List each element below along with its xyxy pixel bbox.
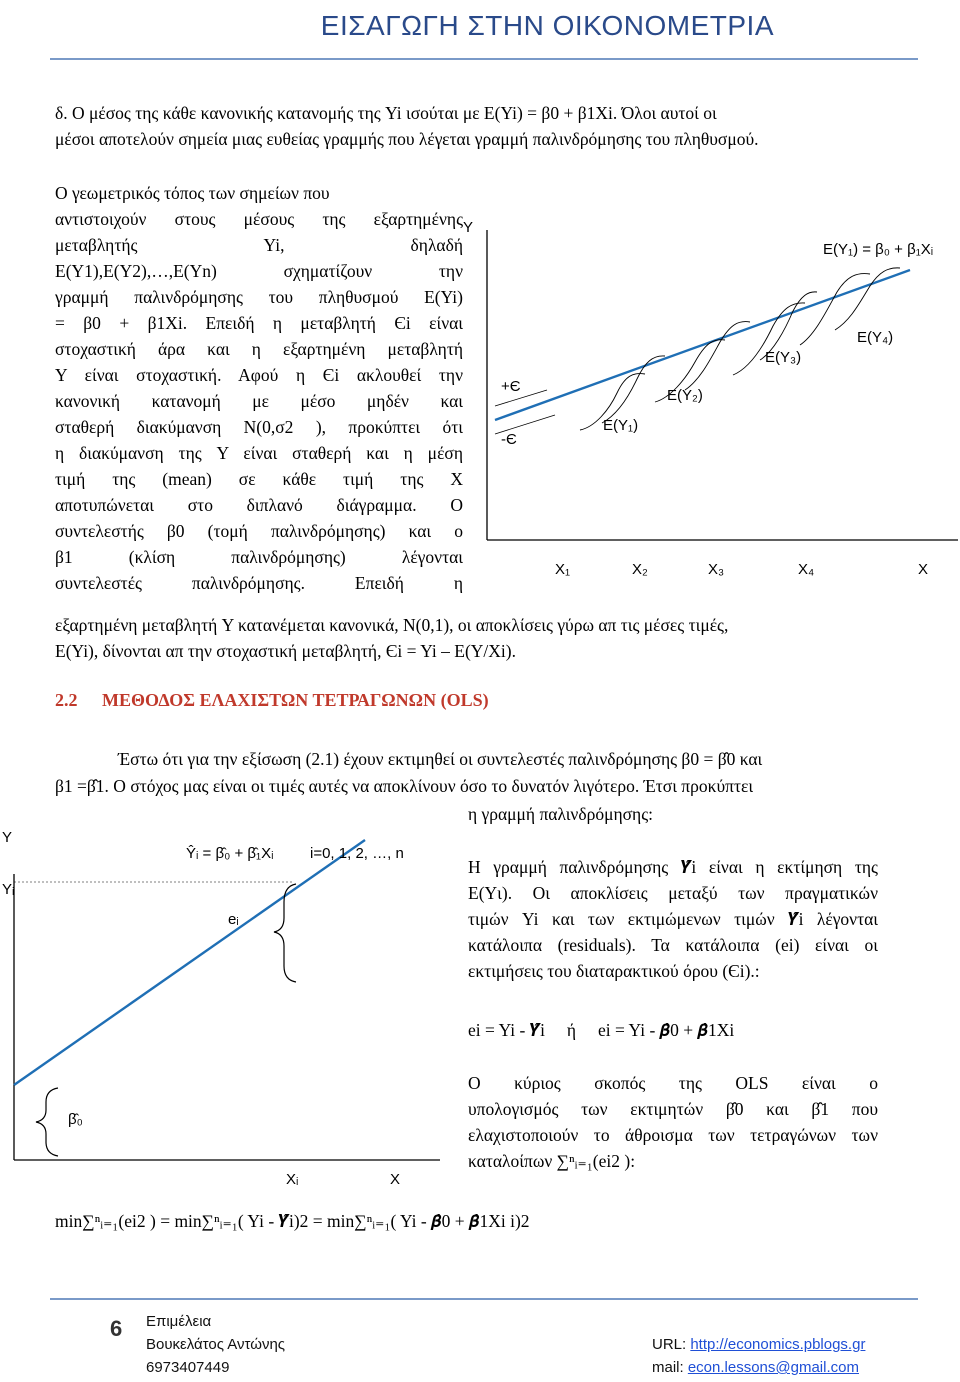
ols-line-2: β1 =β̂1. Ο στόχος μας είναι οι τιμές αυτές να αποκλίνουν όσο το δυνατόν λιγότερο. Έτσι προκύπτει <box>55 776 754 796</box>
right-line: τιμών Yi και των εκτιμώμενων τιμών 𝒀̂i λέγονται <box>468 909 878 929</box>
footer-divider <box>50 1298 918 1300</box>
minimization-equation: min∑ⁿᵢ₌₁(ei2 ) = min∑ⁿᵢ₌₁( Yi - 𝒀̂i)2 = min∑ⁿᵢ₌₁( Yi - 𝜷̂0 + 𝜷̂1Xi i)2 <box>55 1211 530 1231</box>
left-line: συντελεστές παλινδρόμησης. Επειδή η <box>55 573 463 593</box>
mean-label-1: E(Y₁) <box>603 417 639 434</box>
footer-mail-link[interactable]: econ.lessons@gmail.com <box>687 1359 859 1376</box>
diagram2-b0-label: β̂₀ <box>68 1111 83 1128</box>
footer-url-label: URL: <box>652 1336 691 1353</box>
right-text-column <box>468 854 878 984</box>
footer-url-link[interactable]: http://economics.pblogs.gr <box>690 1336 866 1353</box>
diagram1-minus-e: -Є <box>501 431 517 448</box>
intro-line-1: δ. Ο μέσος της κάθε κανονικής κατανομής της Yi ισούται με E(Yi) = β0 + β1Xi. Όλοι αυτοί οι <box>55 103 717 123</box>
cont-line-1: εξαρτημένη μεταβλητή Y κατανέμεται κανονικά, N(0,1), οι αποκλίσεις γύρω απ τις μέσες τιμές, <box>55 615 729 635</box>
footer-mail-row <box>652 1356 859 1379</box>
right-line: Η γραμμή παλινδρόμησης 𝒀̂i είναι η εκτίμηση της <box>468 857 878 877</box>
cont-line-2: E(Yi), δίνονται απ την στοχαστική μεταβλητή, Єi = Yi – E(Y/Xi). <box>55 641 516 661</box>
footer-url-row <box>652 1333 865 1356</box>
left-line: μεταβλητής Yi, δηλαδή <box>55 235 463 255</box>
mean-label-3: E(Y₃) <box>765 349 802 366</box>
right-line: κατάλοιπα (residuals). Τα κατάλοιπα (ei) είναι οι <box>468 935 878 955</box>
footer-editor-label: Επιμέλεια <box>146 1313 212 1330</box>
distribution-curve-1b <box>602 356 665 423</box>
intro-paragraph <box>55 100 915 152</box>
left-line: αντιστοιχούν στους μέσους της εξαρτημένης <box>55 209 463 229</box>
header-divider <box>50 58 918 60</box>
sample-regression-line <box>14 840 365 1085</box>
diagram2-y-label: Y <box>2 829 13 846</box>
residual-equation: ei = Yi - 𝒀̂i ή ei = Yi - 𝜷̂0 + 𝜷̂1Xi <box>468 1020 735 1040</box>
footer-phone: 6973407449 <box>146 1359 230 1376</box>
diagram2-x-label: X <box>390 1171 401 1188</box>
intro-line-2: μέσοι αποτελούν σημεία μιας ευθείας γραμμής που λέγεται γραμμή παλινδρόμησης του πληθυσμού. <box>55 129 759 149</box>
diagram2-range: i=0, 1, 2, …, n <box>310 845 404 862</box>
header-title: ΕΙΣΑΓΩΓΗ ΣΤΗΝ ΟΙΚΟΝΟΜΕΤΡΙΑ <box>320 10 774 41</box>
left-line: κανονική κατανομή με μέσο μηδέν και <box>55 391 463 411</box>
left-line: γραμμή παλινδρόμησης του πληθυσμού E(Yi) <box>55 287 463 307</box>
aim-line: καταλοίπων ∑ⁿᵢ₌₁(ei2 ): <box>468 1151 636 1171</box>
ei-brace <box>274 884 296 982</box>
section-number: 2.2 <box>55 690 78 710</box>
ols-line-3: η γραμμή παλινδρόμησης: <box>468 804 653 824</box>
sample-regression-diagram <box>0 820 460 1200</box>
diagram1-eq-label: E(Y₁) = β₀ + β₁Xᵢ <box>823 241 934 258</box>
diagram1-y-label: Y <box>463 219 474 236</box>
diagram2-yi-label: Yᵢ <box>2 881 15 898</box>
x-tick-4: X₄ <box>798 561 815 578</box>
aim-line: υπολογισμός των εκτιμητών β̂0 και β̂1 που <box>468 1099 878 1119</box>
aim-paragraph <box>468 1070 878 1174</box>
x-tick-1: X₁ <box>555 561 571 578</box>
mean-label-2: E(Y₂) <box>667 387 703 404</box>
population-regression-diagram <box>455 210 960 605</box>
diagram2-xi-label: Xᵢ <box>286 1171 299 1188</box>
left-line: Ο γεωμετρικός τόπος των σημείων που <box>55 183 330 203</box>
ols-line-1: Έστω ότι για την εξίσωση (2.1) έχουν εκτιμηθεί οι συντελεστές παλινδρόμησης β0 = β̂0 και <box>118 749 763 769</box>
page-number: 6 <box>110 1316 123 1341</box>
left-line: β1 (κλίση παλινδρόμησης) λέγονται <box>55 547 463 567</box>
left-text-continuation <box>55 612 925 664</box>
right-line: εκτιμήσεις του διαταρακτικού όρου (Єi).: <box>468 961 760 981</box>
x-tick-3: X₃ <box>708 561 725 578</box>
section-title: ΜΕΘΟΔΟΣ ΕΛΑΧΙΣΤΩΝ ΤΕΤΡΑΓΩΝΩΝ (OLS) <box>102 690 489 710</box>
diagram1-x-label: X <box>918 561 929 578</box>
left-line: = β0 + β1Xi. Επειδή η μεταβλητή Єi είναι <box>55 313 463 333</box>
left-line: αποτυπώνεται στο διπλανό διάγραμμα. Ο <box>55 495 463 515</box>
left-line: E(Y1),E(Y2),…,E(Yn) σχηματίζουν την <box>55 261 463 281</box>
x-tick-2: X₂ <box>632 561 648 578</box>
diagram2-eq: Ŷᵢ = β̂₀ + β̂₁Xᵢ <box>186 845 274 862</box>
b0-brace <box>36 1088 58 1156</box>
left-text-column <box>55 180 463 596</box>
left-line: στοχαστική άρα και η εξαρτημένη μεταβλητή <box>55 339 463 359</box>
section-heading <box>55 690 489 711</box>
diagram1-plus-e: +Є <box>501 378 521 395</box>
aim-line: ελαχιστοποιούν το άθροισμα των τετραγώνων των <box>468 1125 878 1145</box>
footer-editor-block <box>146 1310 285 1379</box>
mean-label-4: E(Y₄) <box>857 329 894 346</box>
aim-line: Ο κύριος σκοπός της OLS είναι ο <box>468 1073 878 1093</box>
left-line: σταθερή διακύμανση N(0,σ2 ), προκύπτει ότι <box>55 417 463 437</box>
diagram2-ei-label: eᵢ <box>228 911 239 928</box>
left-line: συντελεστής β0 (τομή παλινδρόμησης) και ο <box>55 521 463 541</box>
left-line: Y είναι στοχαστική. Αφού η Єi ακλουθεί την <box>55 365 463 385</box>
left-line: η διακύμανση της Y είναι σταθερή και η μέση <box>55 443 463 463</box>
left-line: τιμή της (mean) σε κάθε τιμή της X <box>55 469 463 489</box>
right-line: E(Yι). Οι αποκλίσεις μεταξύ των πραγματικών <box>468 883 878 903</box>
footer-editor-name: Βουκελάτος Αντώνης <box>146 1336 286 1353</box>
footer-mail-label: mail: <box>652 1359 688 1376</box>
